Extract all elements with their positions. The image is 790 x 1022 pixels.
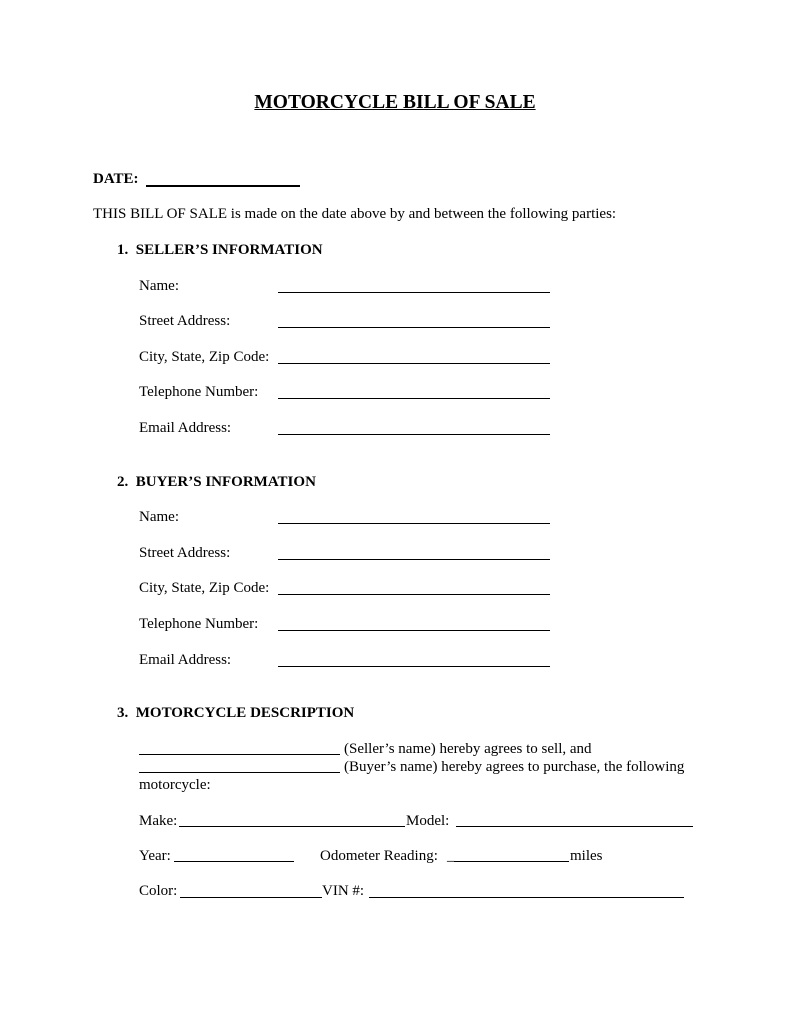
- date-field[interactable]: [146, 185, 300, 187]
- buyer-city-field[interactable]: [278, 594, 550, 595]
- seller-name-blank[interactable]: [139, 754, 340, 755]
- buyer-street-label: Street Address:: [139, 545, 231, 561]
- miles-label: miles: [570, 848, 603, 864]
- model-field[interactable]: [456, 826, 693, 827]
- buyer-street-field[interactable]: [278, 559, 550, 560]
- seller-name-field[interactable]: [278, 292, 550, 293]
- seller-city-field[interactable]: [278, 363, 550, 364]
- seller-name-label: Name:: [139, 278, 179, 294]
- odometer-prefix: _: [447, 848, 455, 864]
- seller-city-label: City, State, Zip Code:: [139, 349, 270, 365]
- buyer-section-heading: 2. BUYER’S INFORMATION: [117, 474, 316, 490]
- description-section-heading: 3. MOTORCYCLE DESCRIPTION: [117, 705, 355, 721]
- seller-section-heading: 1. SELLER’S INFORMATION: [117, 242, 323, 258]
- make-field[interactable]: [179, 826, 405, 827]
- color-field[interactable]: [180, 897, 322, 898]
- seller-clause: (Seller’s name) hereby agrees to sell, and: [344, 741, 592, 757]
- intro-text: THIS BILL OF SALE is made on the date above by and between the following parties:: [93, 206, 617, 222]
- buyer-phone-label: Telephone Number:: [139, 616, 259, 632]
- buyer-clause: (Buyer’s name) hereby agrees to purchase, the following: [344, 759, 685, 775]
- seller-email-label: Email Address:: [139, 420, 232, 436]
- vin-label: VIN #:: [322, 883, 365, 899]
- buyer-name-blank[interactable]: [139, 772, 340, 773]
- seller-street-label: Street Address:: [139, 313, 231, 329]
- clause-continuation: motorcycle:: [139, 777, 211, 793]
- year-label: Year:: [139, 848, 171, 864]
- buyer-name-label: Name:: [139, 509, 179, 525]
- make-label: Make:: [139, 813, 178, 829]
- seller-phone-field[interactable]: [278, 398, 550, 399]
- buyer-email-label: Email Address:: [139, 652, 232, 668]
- seller-street-field[interactable]: [278, 327, 550, 328]
- buyer-email-field[interactable]: [278, 666, 550, 667]
- seller-phone-label: Telephone Number:: [139, 384, 259, 400]
- model-label: Model:: [406, 813, 450, 829]
- document-title: MOTORCYCLE BILL OF SALE: [254, 92, 536, 113]
- date-label: DATE:: [93, 171, 139, 187]
- buyer-name-field[interactable]: [278, 523, 550, 524]
- buyer-city-label: City, State, Zip Code:: [139, 580, 270, 596]
- seller-email-field[interactable]: [278, 434, 550, 435]
- odometer-field[interactable]: [454, 861, 569, 862]
- year-field[interactable]: [174, 861, 294, 862]
- color-label: Color:: [139, 883, 178, 899]
- buyer-phone-field[interactable]: [278, 630, 550, 631]
- odometer-label: Odometer Reading:: [320, 848, 438, 864]
- vin-field[interactable]: [369, 897, 684, 898]
